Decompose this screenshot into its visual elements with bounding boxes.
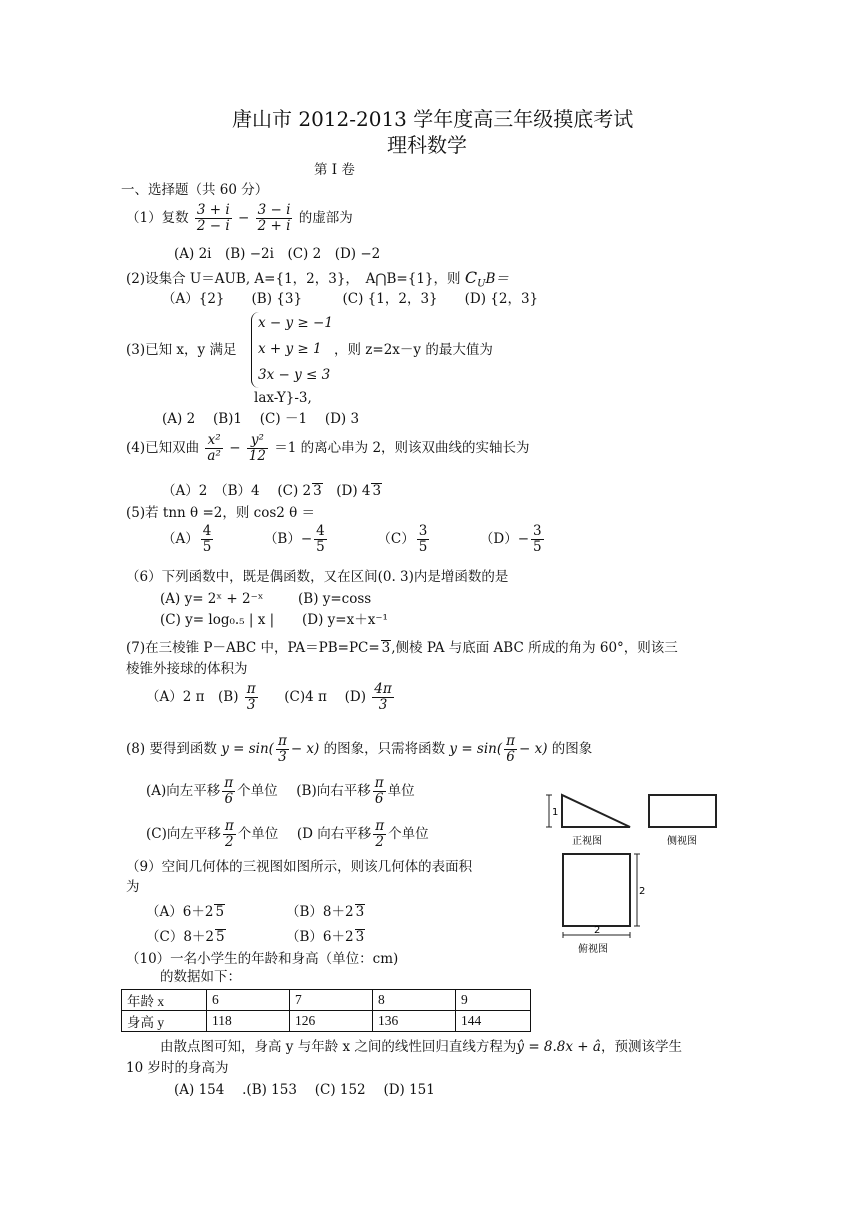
question-6: （6）下列函数中，既是偶函数，又在区间(0. 3)内是增函数的是 xyxy=(126,569,509,585)
q9-option-b: （B）8＋2 3 xyxy=(286,904,365,920)
q6-option-d: (D) y=x＋x⁻¹ xyxy=(302,612,388,628)
depth-label: 2 xyxy=(639,886,646,897)
question-10-line-4: 10 岁时的身高为 xyxy=(126,1060,229,1076)
q3-options: (A) 2 (B)1 (C) －1 (D) 3 xyxy=(162,411,360,427)
q8-options-cd: (C)向左平移 $\frac{\pi}{2}$ 个单位 (D 向右平移 $\frac{\pi}{2}$ 个单位 xyxy=(146,818,429,850)
question-5: (5)若 tnn θ =2，则 cos2 θ ＝ xyxy=(126,505,316,521)
part-heading: 第 I 卷 xyxy=(314,162,355,178)
q6-option-a: (A) y= 2ˣ + 2⁻ˣ xyxy=(160,591,264,607)
table-cell: 126 xyxy=(290,1011,373,1032)
q9-option-a: （A）6＋2 5 xyxy=(146,904,225,920)
q3-condition-1: x − y ≥ −1 xyxy=(258,315,333,331)
q6-option-c: (C) y= log₀.₅ | x | xyxy=(160,612,275,628)
q3-condition-3: 3x − y ≤ 3 xyxy=(258,367,331,383)
section-heading: 一、选择题（共 60 分） xyxy=(121,182,269,198)
question-9-line-2: 为 xyxy=(126,879,140,895)
side-view-label: 侧视图 xyxy=(667,836,697,847)
top-view-square xyxy=(563,854,630,926)
question-4: (4)已知双曲 $\frac{\text{x²}}{\text{a²}}$ − $\frac{\text{y²}}{12}$ ＝1 的离心串为 2，则该双曲线的实轴长为 xyxy=(126,432,530,464)
table-cell: 6 xyxy=(207,990,290,1011)
exam-title: 唐山市 2012-2013 学年度高三年级摸底考试 xyxy=(232,107,634,131)
question-7-line-2: 棱锥外接球的体积为 xyxy=(126,661,248,677)
age-height-table xyxy=(121,989,531,1032)
q5-options: （A） $\frac{4}{5}$ （B）− $\frac{4}{5}$ （C） $\frac{3}{5}$ （D）− $\frac{3}{5}$ xyxy=(162,523,542,555)
q3-prefix: (3)已知 x，y 满足 xyxy=(126,342,237,358)
exam-subtitle: 理科数学 xyxy=(387,133,467,157)
question-10-line-2: 的数据如下： xyxy=(160,969,241,985)
q9-option-d: （B）6＋2 3 xyxy=(286,929,365,945)
q3-suffix: ，则 z=2x－y 的最大值为 xyxy=(334,342,493,358)
q8-options-ab: (A)向左平移 $\frac{\pi}{6}$ 个单位 (B)向右平移 $\frac{\pi}{6}$ 单位 xyxy=(146,775,415,807)
table-cell: 136 xyxy=(373,1011,456,1032)
question-10-line-3: 由散点图可知，身高 y 与年龄 x 之间的线性回归直线方程为ŷ = 8.8x + â，预测该学生 xyxy=(160,1039,682,1055)
table-cell: 身高 y xyxy=(122,1011,207,1032)
table-cell: 7 xyxy=(290,990,373,1011)
side-view-rect xyxy=(649,795,716,827)
q7-options: （A）2 π (B) $\frac{\pi}{3}$ (C)4 π (D) $\frac{4\pi}{3}$ xyxy=(146,681,392,713)
height-label: 1 xyxy=(552,807,559,818)
three-view-figure xyxy=(540,786,750,966)
q10-options: (A) 154 .(B) 153 (C) 152 (D) 151 xyxy=(174,1082,435,1098)
question-7-line-1: (7)在三棱锥 P－ABC 中，PA＝PB=PC= 3,侧棱 PA 与底面 ABC 所成的角为 60°，则该三 xyxy=(126,640,678,656)
q9-option-c: （C）8＋2 5 xyxy=(146,929,225,945)
table-cell: 9 xyxy=(456,990,531,1011)
q1-options: (A) 2i (B) −2i (C) 2 (D) −2 xyxy=(174,246,381,262)
question-1: （1）复数 $\frac{3 + i}{2 - i}$ − $\frac{3 - i}{2 + i}$ 的虚部为 xyxy=(126,202,353,234)
table-cell: 8 xyxy=(373,990,456,1011)
q4-options: （A）2 （B）4 (C) 2 3 (D) 4 3 xyxy=(162,483,382,499)
q2-options: （A）{2} (B) {3} (C) {1，2，3} (D) {2，3} xyxy=(162,291,539,307)
question-10-line-1: （10）一名小学生的年龄和身高（单位：cm) xyxy=(126,951,399,967)
question-8: (8) 要得到函数 y = sin( $\frac{\pi}{3}$ − x) 的图象，只需将函数 y = sin( $\frac{\pi}{6}$ − x) 的图象 xyxy=(126,733,593,765)
top-view-label: 俯视图 xyxy=(578,944,608,955)
table-cell: 144 xyxy=(456,1011,531,1032)
q3-condition-2: x + y ≥ 1 xyxy=(258,341,322,357)
table-cell: 年龄 x xyxy=(122,990,207,1011)
table-row xyxy=(122,990,531,1011)
q6-option-b: (B) y=coss xyxy=(298,591,372,607)
q3-stray-text: lax-Y}-3, xyxy=(254,390,312,406)
front-view-label: 正视图 xyxy=(572,836,602,847)
question-2: (2)设集合 U＝AUB, A={1，2，3}， A⋂B={1}，则 $C_UB=$ xyxy=(126,268,509,290)
width-label: 2 xyxy=(594,925,601,936)
table-row xyxy=(122,1011,531,1032)
question-9-line-1: （9）空间几何体的三视图如图所示，则该几何体的表面积 xyxy=(126,859,473,875)
front-view-triangle xyxy=(562,795,630,827)
table-cell: 118 xyxy=(207,1011,290,1032)
